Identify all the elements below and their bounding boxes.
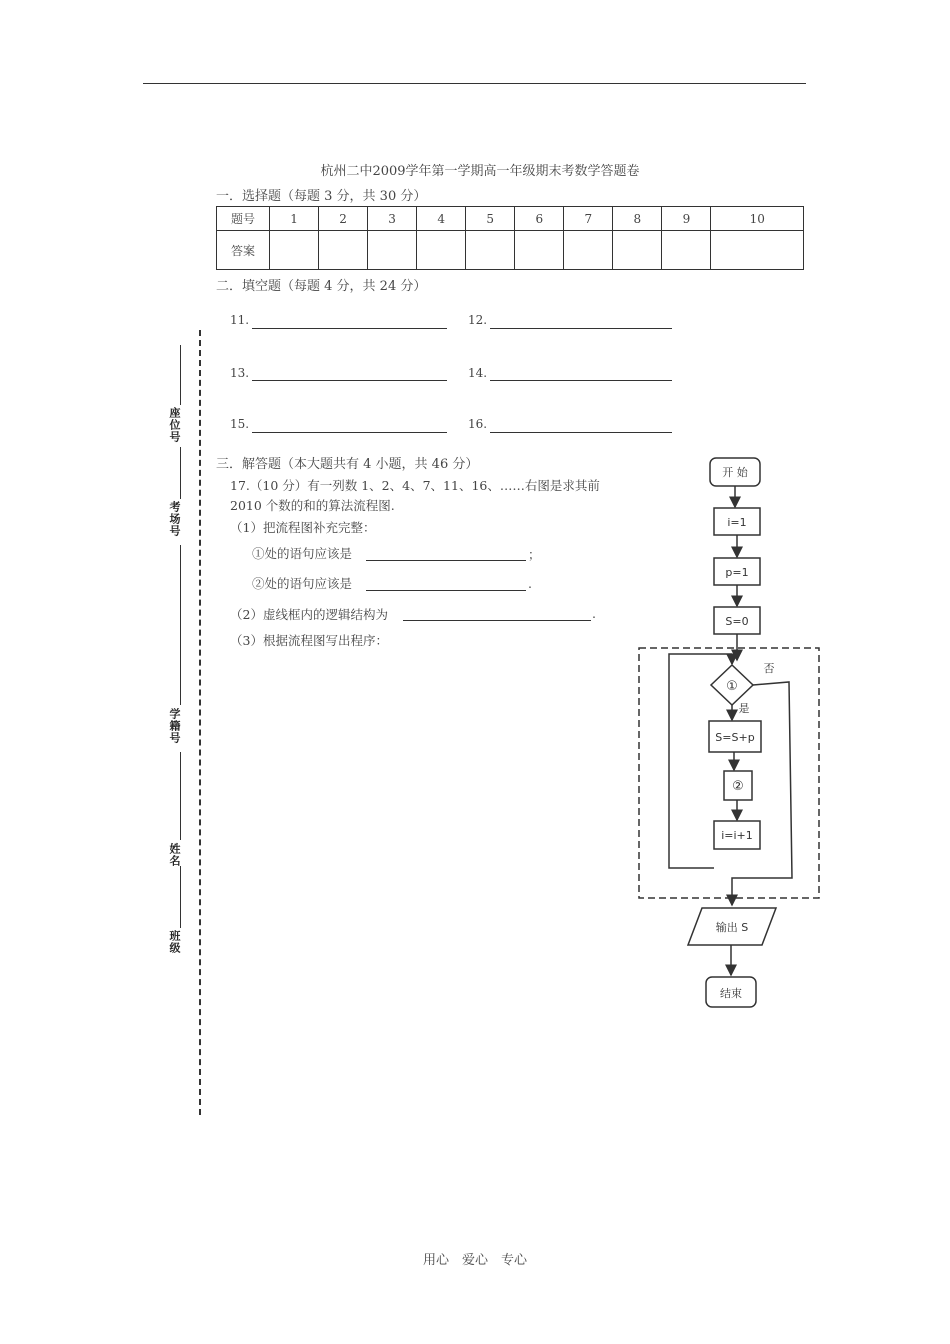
- blank-label-13: 13.: [230, 366, 250, 380]
- blank-line-13[interactable]: [252, 380, 447, 381]
- answer-cell[interactable]: [711, 231, 804, 270]
- step2-label: ②: [732, 779, 744, 794]
- question-number: 10: [711, 207, 804, 231]
- blank-line-15[interactable]: [252, 432, 447, 433]
- answer-cell[interactable]: [564, 231, 613, 270]
- answer-row-label: 答案: [217, 231, 270, 270]
- blank-label-12: 12.: [468, 313, 488, 327]
- question-number: 7: [564, 207, 613, 231]
- question-number: 2: [319, 207, 368, 231]
- blank-label-14: 14.: [468, 366, 488, 380]
- update-s-label: S=S+p: [715, 731, 755, 744]
- binding-label-seat: 座位号: [168, 407, 181, 443]
- question-number: 4: [417, 207, 466, 231]
- answer-cell[interactable]: [417, 231, 466, 270]
- answer-cell[interactable]: [662, 231, 711, 270]
- question-number: 5: [466, 207, 515, 231]
- sub1a-blank[interactable]: [366, 560, 526, 561]
- sub2-blank[interactable]: [403, 620, 591, 621]
- student-id-field-line[interactable]: [180, 545, 181, 705]
- init-s-label: S=0: [725, 615, 749, 628]
- blank-line-14[interactable]: [490, 380, 672, 381]
- blank-line-16[interactable]: [490, 432, 672, 433]
- answer-table-answer-row: [217, 231, 804, 270]
- q17-sub2-end: .: [592, 606, 596, 621]
- condition-label: ①: [726, 679, 738, 694]
- blank-label-11: 11.: [230, 313, 250, 327]
- no-label: 否: [763, 662, 775, 675]
- question-number: 3: [368, 207, 417, 231]
- header-rule: [143, 83, 806, 84]
- exam-number-field-line[interactable]: [180, 447, 181, 499]
- q17-sub2: （2）虚线框内的逻辑结构为: [230, 607, 388, 622]
- q17-line1: 17.（10 分）有一列数 1、2、4、7、11、16、……右图是求其前: [230, 478, 600, 493]
- sub1b-blank[interactable]: [366, 590, 526, 591]
- answer-cell[interactable]: [515, 231, 564, 270]
- page-title: 杭州二中2009学年第一学期高一年级期末考数学答题卷: [320, 164, 640, 179]
- answer-table-number-row: [217, 207, 804, 231]
- binding-dashed-line: [199, 330, 201, 1115]
- q17-sub1: （1）把流程图补充完整：: [230, 520, 376, 535]
- start-label: 开 始: [722, 466, 748, 479]
- answer-cell[interactable]: [368, 231, 417, 270]
- section1-heading: 一．选择题（每题 3 分，共 30 分）: [216, 189, 427, 204]
- class-field-line[interactable]: [180, 866, 181, 928]
- page-footer: 用心 爱心 专心: [422, 1253, 527, 1268]
- yes-label: 是: [738, 702, 750, 715]
- question-number: 9: [662, 207, 711, 231]
- answer-cell[interactable]: [319, 231, 368, 270]
- answer-cell[interactable]: [466, 231, 515, 270]
- question-number: 6: [515, 207, 564, 231]
- seat-field-line[interactable]: [180, 345, 181, 405]
- q17-sub3: （3）根据流程图写出程序：: [230, 633, 388, 648]
- answer-table: [216, 206, 804, 270]
- binding-label-exam-number: 考场号: [168, 501, 181, 537]
- q17-sub1b: ②处的语句应该是: [252, 576, 353, 591]
- number-row-label: 题号: [217, 207, 270, 231]
- q17-sub1b-end: .: [528, 576, 532, 591]
- section3-heading: 三．解答题（本大题共有 4 小题，共 46 分）: [216, 457, 479, 472]
- init-p-label: p=1: [725, 566, 749, 579]
- q17-line2: 2010 个数的和的算法流程图.: [230, 498, 395, 513]
- q17-sub1a: ①处的语句应该是: [252, 546, 353, 561]
- question-number: 8: [613, 207, 662, 231]
- blank-line-12[interactable]: [490, 328, 672, 329]
- init-i-label: i=1: [727, 516, 747, 529]
- blank-line-11[interactable]: [252, 328, 447, 329]
- answer-cell[interactable]: [613, 231, 662, 270]
- flowchart: [620, 450, 840, 1020]
- update-i-label: i=i+1: [721, 829, 753, 842]
- blank-label-16: 16.: [468, 417, 488, 431]
- output-label: 输出 S: [715, 921, 749, 934]
- binding-label-name: 姓名: [168, 843, 181, 867]
- binding-label-student-id: 学籍号: [168, 708, 181, 744]
- blank-label-15: 15.: [230, 417, 250, 431]
- binding-label-class: 班级: [168, 930, 181, 954]
- end-label: 结束: [720, 987, 742, 1000]
- question-number: 1: [270, 207, 319, 231]
- section2-heading: 二．填空题（每题 4 分，共 24 分）: [216, 279, 427, 294]
- q17-sub1a-end: ；: [528, 547, 541, 562]
- answer-cell[interactable]: [270, 231, 319, 270]
- name-field-line[interactable]: [180, 752, 181, 840]
